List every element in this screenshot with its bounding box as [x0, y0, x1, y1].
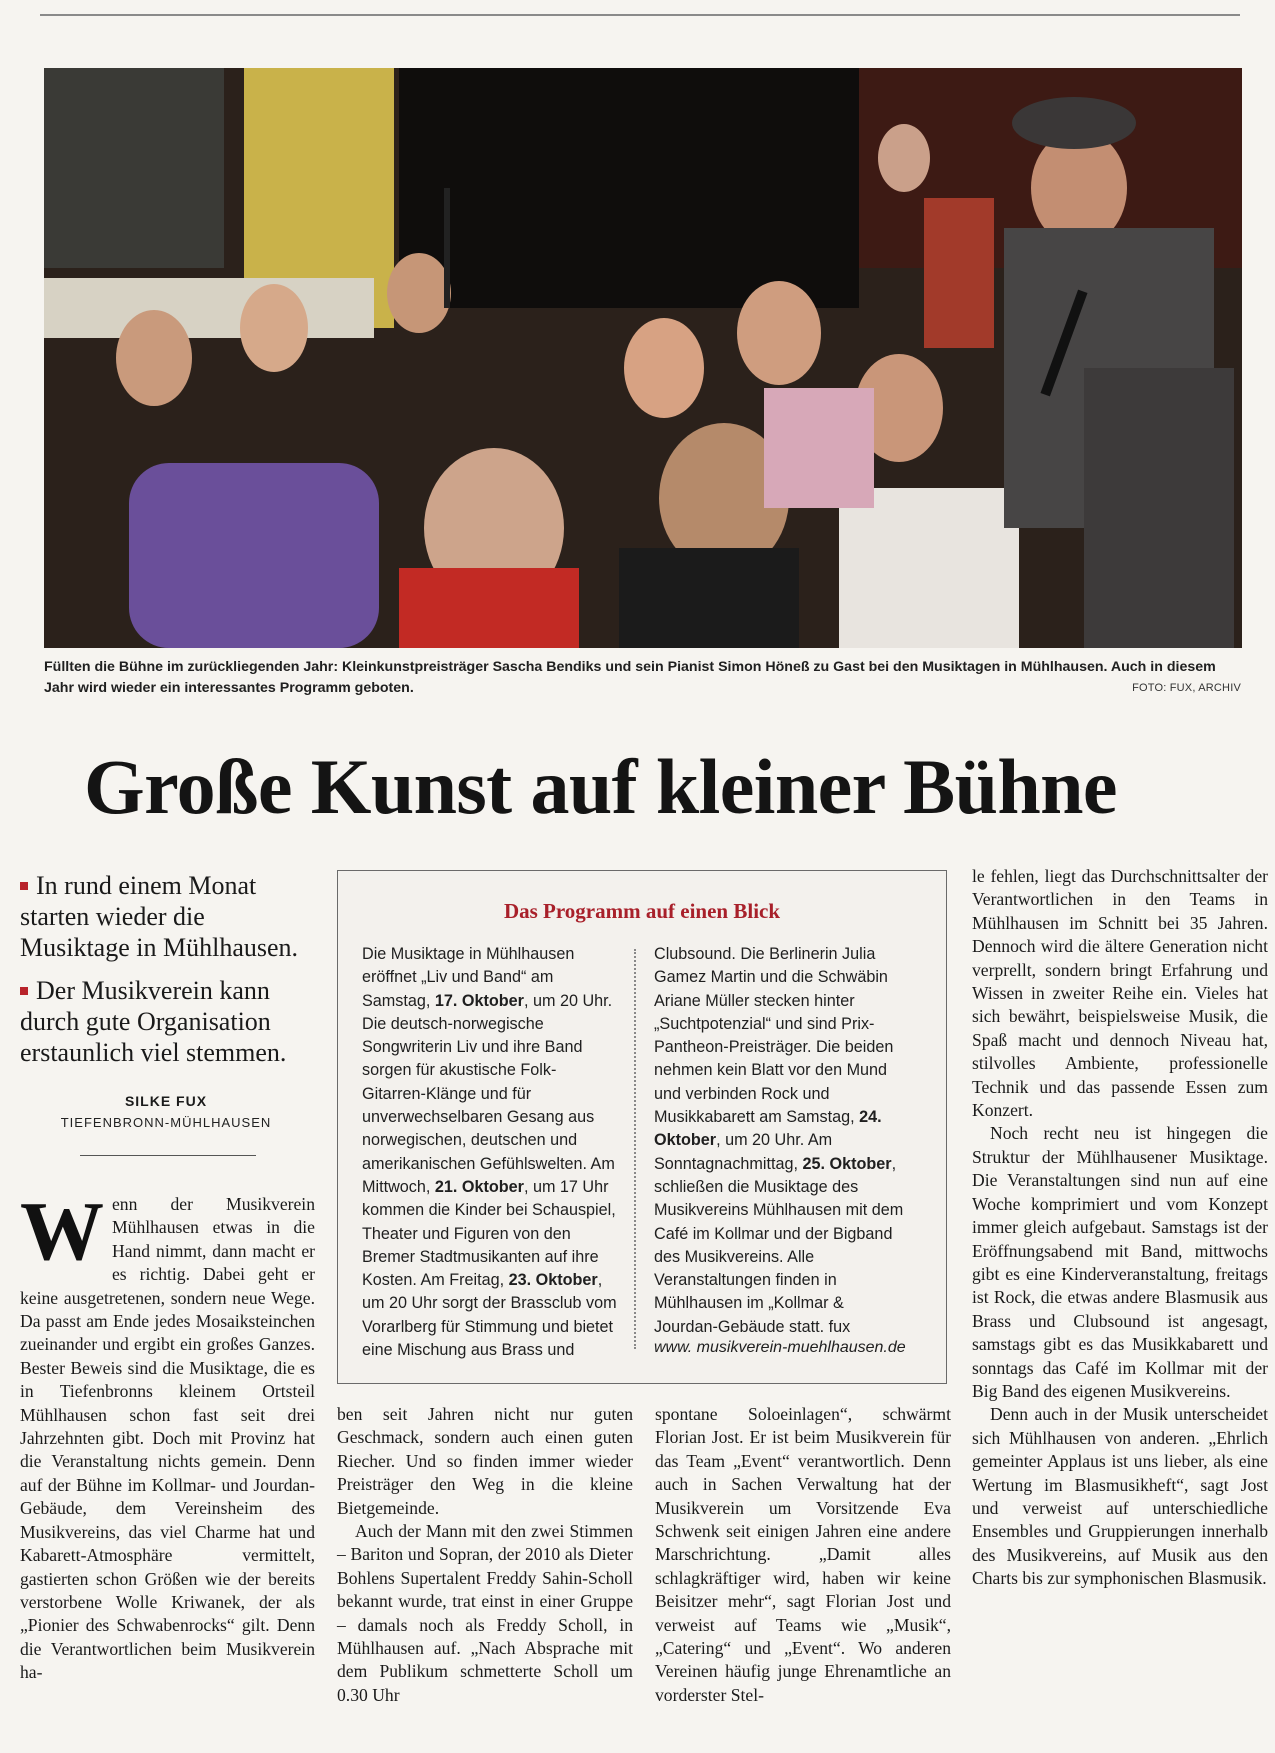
- author-name: SILKE FUX: [124, 1093, 208, 1109]
- teaser: [20, 870, 320, 1080]
- photo-illustration: [44, 68, 1242, 648]
- date-highlight: 17. Oktober: [434, 991, 524, 1010]
- article-column-4: [972, 865, 1268, 1591]
- article-column-2: [337, 1403, 633, 1707]
- teaser-text: In rund einem Monat starten wieder die Musiktage in Mühlhausen.: [20, 871, 299, 962]
- article-paragraph: spontane Soloeinlagen“, schwärmt Florian Jost. Er ist beim Musikverein für das Team „Event“ verantwortlich. Denn auch in Sachen Verwaltung hat der Musikverein um Vorsitzende Eva Schwenk seit einigen Jahren eine andere Marschrichtung. „Damit alles schlagkräftiger wird, haben wir keine Beisitzer mehr“, sagt Florian Jost und verweist auf Teams wie „Musik“, „Catering“ und „Event“. Wo anderen Vereinen häufig junge Ehrenamtliche an vorderster Stel-: [655, 1404, 951, 1705]
- article-column-3: [655, 1403, 951, 1707]
- author-rule: [80, 1155, 256, 1156]
- infobox-url-link[interactable]: www. musikverein-muehlhausen.de: [654, 1339, 906, 1356]
- infobox-title: Das Programm auf einen Blick: [503, 899, 781, 923]
- drop-cap: W: [20, 1185, 104, 1278]
- date-highlight: 21. Oktober: [434, 1177, 524, 1196]
- teaser-text: Der Musikverein kann durch gute Organisation erstaunlich viel stemmen.: [20, 976, 287, 1067]
- bullet-square-icon: [20, 987, 28, 995]
- date-highlight: 23. Oktober: [508, 1271, 598, 1290]
- article-paragraph: ben seit Jahren nicht nur guten Geschmack, sondern auch einen guten Riecher. Und so finden immer wieder Preisträger den Weg in die kleine Bietgemeinde.: [337, 1404, 633, 1518]
- top-rule: [40, 14, 1240, 16]
- article-paragraph: Auch der Mann mit den zwei Stimmen – Bariton und Sopran, der 2010 als Dieter Bohlens Supertalent Freddy Sahin-Scholl bekannt wurde, trat einst in einer Gruppe – damals noch als Freddy Scholl, in Mühlhausen auf. „Nach Absprache mit dem Publikum schmetterte Scholl um 0.30 Uhr: [337, 1521, 633, 1705]
- author-block: [20, 1093, 312, 1130]
- date-highlight: 24. Oktober: [654, 1108, 882, 1150]
- infobox-text-left: Die Musiktage in Mühlhausen eröffnet „Liv und Band“ am Samstag, 17. Oktober, um 20 Uhr. Die deutsch-norwegische Songwriterin Liv und ihre Band sorgen für akustische Folk-Gitarren-Klänge und für unverwechselbaren Gesang aus norwegischen, deutschen und amerikanischen Gefühlswelten. Am Mittwoch, 21. Oktober, um 17 Uhr kommen die Kinder bei Schauspiel, Theater und Figuren von den Bremer Stadtmusikanten auf ihre Kosten. Am Freitag, 23. Oktober, um 20 Uhr sorgt der Brassclub vom Vorarlberg für Stimmung und bietet eine Mischung aus Brass und: [362, 945, 617, 1360]
- infobox-text-right: Clubsound. Die Berlinerin Julia Gamez Martin und die Schwäbin Ariane Müller stecken hinter „Suchtpotenzial“ und sind Prix-Pantheon-Preisträger. Die beiden nehmen kein Blatt vor den Mund und verbinden Rock und Musikkabarett am Samstag, 24. Oktober, um 20 Uhr. Am Sonntagnachmittag, 25. Oktober, schließen die Musiktage des Musikvereins Mühlhausen mit dem Café im Kollmar und der Bigband des Musikvereins. Alle Veranstaltungen finden in Mühlhausen im „Kollmar & Jourdan-Gebäude statt. fux: [654, 945, 904, 1336]
- program-infobox: [337, 870, 947, 1384]
- headline: Große Kunst auf kleiner Bühne: [84, 743, 1117, 830]
- photo-credit: FOTO: FUX, ARCHIV: [1132, 682, 1241, 694]
- photo-caption: Füllten die Bühne im zurückliegenden Jahr: Kleinkunstpreisträger Sascha Bendiks und sein Pianist Simon Höneß zu Gast bei den Musiktagen in Mühlhausen. Auch in diesem Jahr wird wieder ein interessantes Programm geboten.: [44, 659, 1216, 696]
- article-paragraph: le fehlen, liegt das Durchschnittsalter der Verantwortlichen in den Teams in Mühlhausen im Schnitt bei 35 Jahren. Dennoch wird die ältere Generation nicht verprellt, sondern bringt Erfahrung und Wissen in zweiter Reihe ein. Vieles hat sich bewährt, beispielsweise Musik, die Spaß macht und dennoch Niveau hat, stilvolles Ambiente, professionelle Technik und das passende Essen zum Konzert.: [972, 866, 1268, 1121]
- article-paragraph: [20, 1185, 315, 1685]
- author-place: TIEFENBRONN-MÜHLHAUSEN: [60, 1115, 272, 1130]
- teaser-item: [20, 870, 320, 963]
- paragraph-text: enn der Musikverein Mühlhausen etwas in die Hand nimmt, dann macht er es richtig. Dabei geht er keine ausgetretenen, sondern neue Wege. Da passt am Ende jedes Mosaiksteinchen zueinander und ergibt ein großes Ganzes. Bester Beweis sind die Musiktage, die es in Tiefenbronns kleinem Ortsteil Mühlhausen schon fast seit drei Jahrzehnten gibt. Doch mit Provinz hat die Veranstaltung nichts gemein. Denn auf der Bühne im Kollmar- und Jourdan-Gebäude, dem Vereinsheim des Musikvereins, das viel Charme hat und Kabarett-Atmosphäre vermittelt, gastierten schon Größen wie der bereits verstorbene Wolle Kriwanek, der als „Pionier des Schwabenrocks“ gilt. Denn die Verantwortlichen beim Musikverein ha-: [20, 1194, 315, 1683]
- teaser-item: [20, 975, 320, 1068]
- infobox-divider: [634, 949, 636, 1349]
- article-paragraph: Noch recht neu ist hingegen die Struktur der Mühlhausener Musiktage. Die Veranstaltungen sind nun auf eine Woche komprimiert und vom Konzept immer gleich aufgebaut. Samstags ist der Eröffnungsabend mit Band, mittwochs gibt es eine Kinderveranstaltung, freitags ist Rock, die etwas andere Blasmusik aus Brass und Clubsound ist angesagt, samstags gibt es das Musikkabarett und sonntags das Café im Kollmar mit der Big Band des eigenen Musikvereins.: [972, 1123, 1268, 1401]
- article-paragraph: Denn auch in der Musik unterscheidet sich Mühlhausen von anderen. „Ehrlich gemeinter Applaus ist uns lieber, als eine Wertung im Blasmusikheft“, sagt Jost und verweist auf unterschiedliche Ensembles und Gruppierungen innerhalb des Musikvereins, auf Musik aus den Charts bis zur symphonischen Blasmusik.: [972, 1404, 1268, 1589]
- bullet-square-icon: [20, 882, 28, 890]
- concert-audience-photo: [44, 68, 1242, 648]
- date-highlight: 25. Oktober: [802, 1154, 892, 1173]
- article-column-1: [20, 1185, 315, 1685]
